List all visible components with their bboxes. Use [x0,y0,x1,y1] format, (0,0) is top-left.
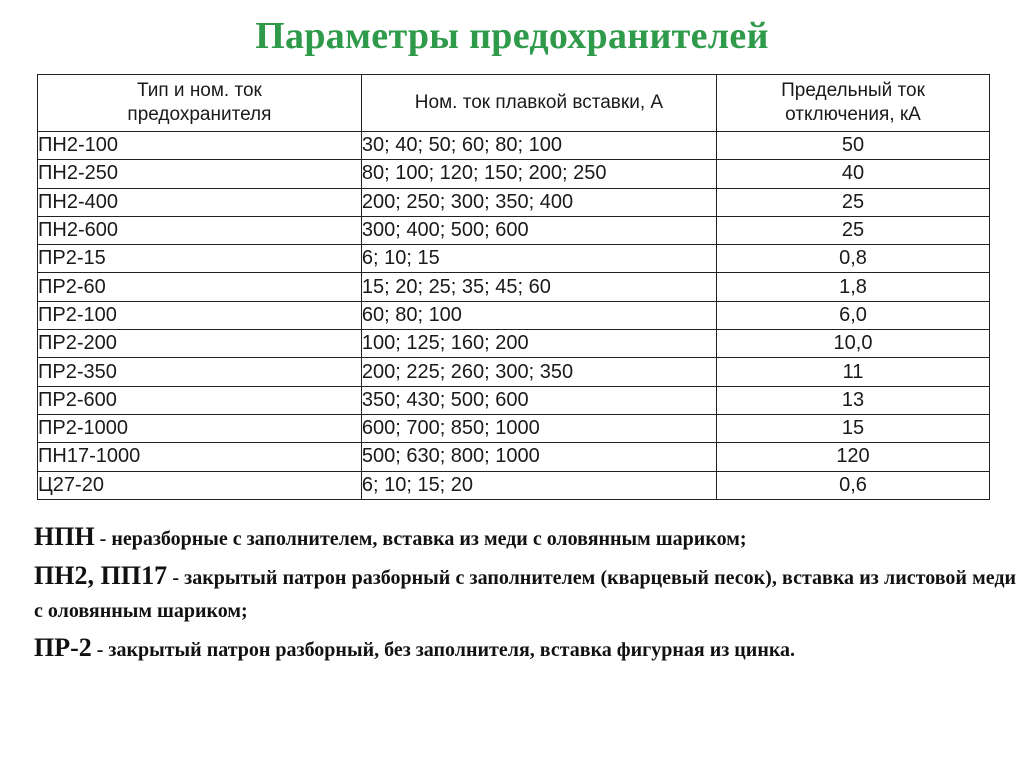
cell-limit: 11 [717,358,990,386]
table-body [38,132,990,500]
cell-type: ПР2-100 [38,301,362,329]
table-row [38,301,990,329]
cell-limit: 6,0 [717,301,990,329]
cell-ratings: 500; 630; 800; 1000 [361,443,716,471]
cell-type: ПР2-15 [38,245,362,273]
cell-ratings: 15; 20; 25; 35; 45; 60 [361,273,716,301]
note-pn2-pp17 [34,559,1016,628]
cell-ratings: 6; 10; 15; 20 [361,471,716,499]
note-pr2 [34,631,1016,667]
header-type-line-2: предохранителя [127,104,272,125]
cell-limit: 25 [717,188,990,216]
table-row [38,160,990,188]
page-title: Параметры предохранителей [255,15,769,57]
cell-ratings: 60; 80; 100 [361,301,716,329]
header-limit-line-1: Предельный ток [781,80,925,101]
table-row [38,443,990,471]
table-row [38,386,990,414]
cell-ratings: 80; 100; 120; 150; 200; 250 [361,160,716,188]
note-text: - закрытый патрон разборный с заполнителем (кварцевый песок), вставка из листовой меди с оловянным шариком; [34,567,1016,622]
table-row [38,245,990,273]
cell-limit: 13 [717,386,990,414]
cell-limit: 0,6 [717,471,990,499]
cell-limit: 50 [717,132,990,160]
table-row [38,414,990,442]
cell-limit: 0,8 [717,245,990,273]
table-row [38,188,990,216]
header-limit-line-2: отключения, кА [785,104,921,125]
cell-ratings: 6; 10; 15 [361,245,716,273]
table-row [38,273,990,301]
cell-type: ПР2-60 [38,273,362,301]
cell-type: ПР2-200 [38,330,362,358]
note-npn [34,520,1016,556]
header-ratings-line-1: Ном. ток плавкой вставки, А [414,92,664,113]
table-row [38,358,990,386]
table-row [38,216,990,244]
cell-type: ПН2-400 [38,188,362,216]
notes-section [34,520,1016,670]
cell-type: ПН2-600 [38,216,362,244]
cell-type: ПН2-250 [38,160,362,188]
table-header-row [38,75,990,132]
table-row [38,471,990,499]
cell-limit: 40 [717,160,990,188]
cell-ratings: 200; 250; 300; 350; 400 [361,188,716,216]
cell-type: ПН2-100 [38,132,362,160]
cell-ratings: 100; 125; 160; 200 [361,330,716,358]
note-text: - закрытый патрон разборный, без заполнителя, вставка фигурная из цинка. [91,639,796,661]
cell-ratings: 350; 430; 500; 600 [361,386,716,414]
cell-ratings: 300; 400; 500; 600 [361,216,716,244]
note-abbr: НПН [34,522,95,551]
header-limit [717,75,990,132]
cell-limit: 1,8 [717,273,990,301]
cell-limit: 15 [717,414,990,442]
note-text: - неразборные с заполнителем, вставка из меди с оловянным шариком; [94,528,747,550]
cell-type: Ц27-20 [38,471,362,499]
cell-type: ПР2-600 [38,386,362,414]
cell-ratings: 30; 40; 50; 60; 80; 100 [361,132,716,160]
note-abbr: ПН2, ПП17 [34,561,168,590]
header-ratings [361,75,716,132]
cell-type: ПН17-1000 [38,443,362,471]
header-type [38,75,362,132]
cell-type: ПР2-350 [38,358,362,386]
header-type-line-1: Тип и ном. ток [136,80,262,101]
cell-limit: 120 [717,443,990,471]
cell-limit: 25 [717,216,990,244]
cell-limit: 10,0 [717,330,990,358]
cell-ratings: 600; 700; 850; 1000 [361,414,716,442]
table-row [38,330,990,358]
cell-type: ПР2-1000 [38,414,362,442]
cell-ratings: 200; 225; 260; 300; 350 [361,358,716,386]
table-row [38,132,990,160]
note-abbr: ПР-2 [34,633,92,662]
fuse-parameters-table [37,74,990,500]
